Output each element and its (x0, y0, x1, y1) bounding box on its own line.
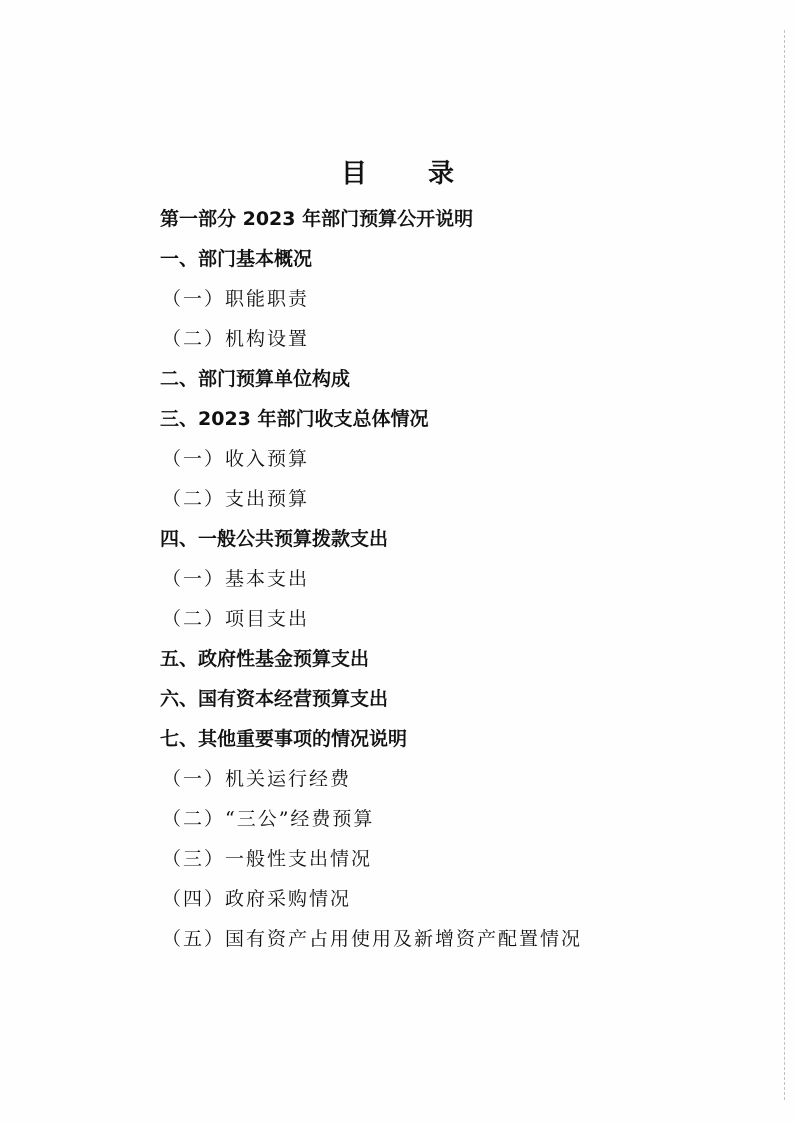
toc-item: 第一部分 2023 年部门预算公开说明 (160, 208, 474, 230)
toc-item: （二）项目支出 (162, 608, 310, 630)
toc-item: （二）机构设置 (162, 328, 310, 350)
scan-edge-line (784, 30, 785, 1100)
toc-item: 五、政府性基金预算支出 (160, 648, 370, 670)
toc-title: 目 录 (340, 159, 481, 189)
toc-list (160, 199, 760, 959)
toc-item: （二）支出预算 (162, 488, 310, 510)
toc-item: （一）收入预算 (162, 448, 310, 470)
toc-item: 六、国有资本经营预算支出 (160, 688, 389, 710)
toc-item: 三、2023 年部门收支总体情况 (160, 408, 429, 430)
toc-item: （二）“三公”经费预算 (162, 808, 375, 830)
toc-item: （五）国有资产占用使用及新增资产配置情况 (162, 928, 583, 950)
toc-item: （一）机关运行经费 (162, 768, 352, 790)
toc-item: （三）一般性支出情况 (162, 848, 373, 870)
toc-item: （四）政府采购情况 (162, 888, 352, 910)
toc-item: 七、其他重要事项的情况说明 (160, 728, 408, 750)
toc-item: （一）职能职责 (162, 288, 310, 310)
toc-item: （一）基本支出 (162, 568, 310, 590)
toc-item: 二、部门预算单位构成 (160, 368, 351, 390)
toc-item: 四、一般公共预算拨款支出 (160, 528, 389, 550)
toc-item: 一、部门基本概况 (160, 248, 313, 270)
